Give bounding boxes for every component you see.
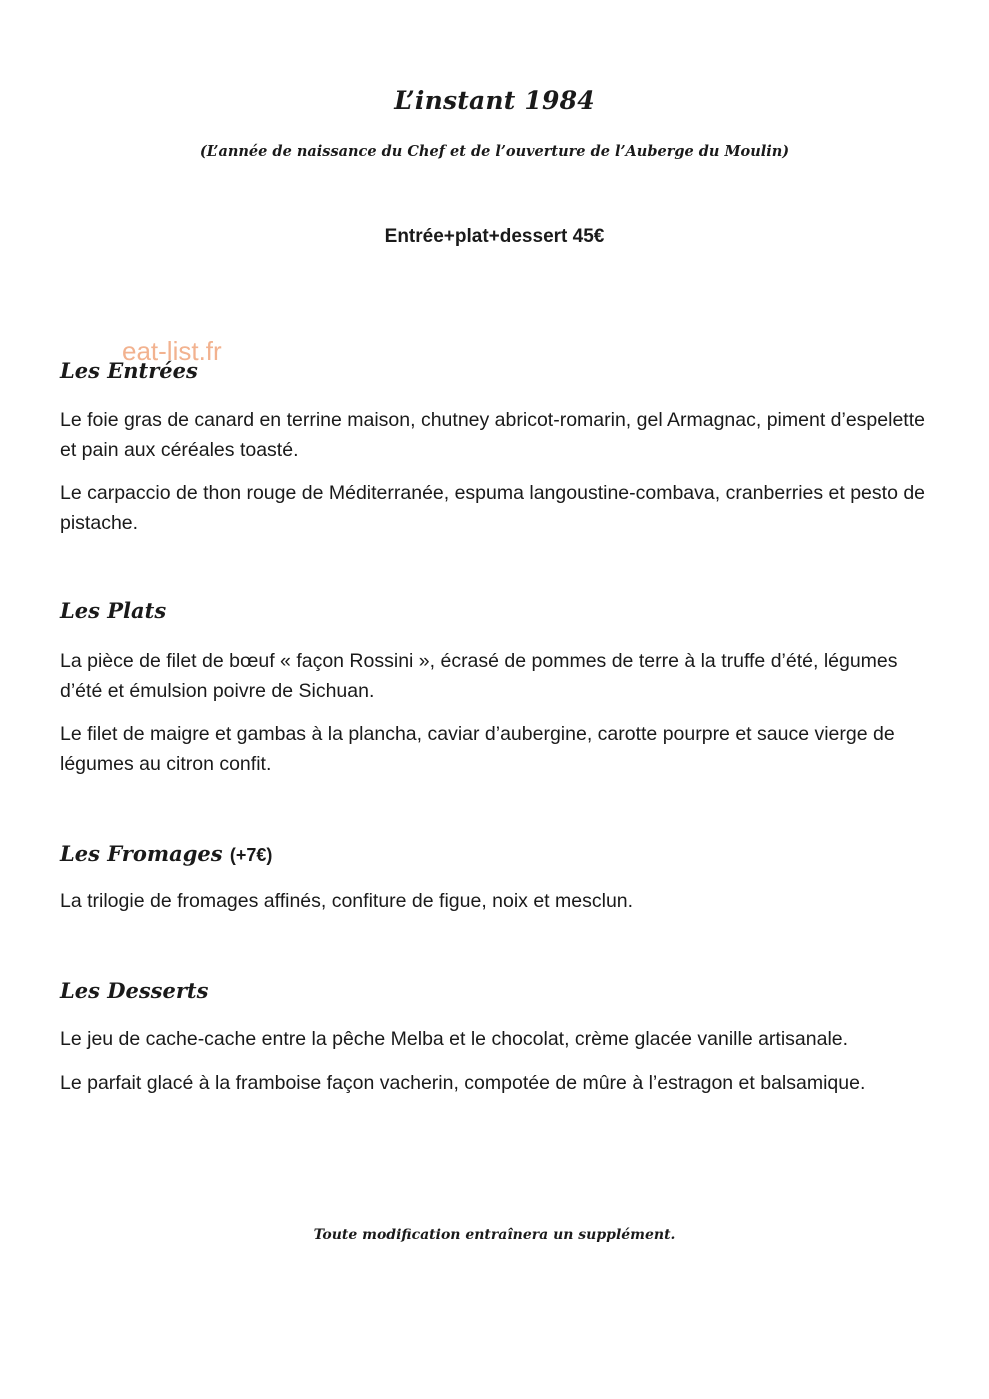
menu-subtitle: (L’année de naissance du Chef et de l’ouverture de l’Auberge du Moulin): [199, 143, 790, 160]
entree-item-1: Le foie gras de canard en terrine maison, chutney abricot-romarin, gel Armagnac, piment d’espelette et pain aux céréales toasté.: [60, 409, 925, 461]
fromages-label: Les Fromages: [60, 841, 223, 866]
entree-item-2: Le carpaccio de thon rouge de Méditerranée, espuma langoustine-combava, cranberries et pesto de pistache.: [60, 482, 926, 534]
fromages-supplement: (+7€): [229, 845, 273, 865]
plat-item-2: Le filet de maigre et gambas à la plancha, caviar d’aubergine, carotte pourpre et sauce vierge de légumes au citron confit.: [60, 723, 895, 775]
section-title-fromages: [60, 841, 272, 866]
menu-title: L’instant 1984: [394, 86, 595, 115]
section-title-plats: Les Plats: [60, 598, 167, 623]
dessert-item-2: Le parfait glacé à la framboise façon vacherin, compotée de mûre à l’estragon et balsamique.: [60, 1072, 866, 1094]
plat-item-1: La pièce de filet de bœuf « façon Rossini », écrasé de pommes de terre à la truffe d’été, légumes d’été et émulsion poivre de Sichuan.: [60, 650, 898, 702]
section-title-entrees: Les Entrées: [60, 358, 198, 383]
section-title-desserts: Les Desserts: [60, 978, 209, 1003]
menu-price: Entrée+plat+dessert 45€: [384, 226, 605, 247]
menu-footer-note: Toute modification entraînera un supplément.: [313, 1227, 676, 1243]
fromage-item-1: La trilogie de fromages affinés, confiture de figue, noix et mesclun.: [60, 890, 634, 912]
dessert-item-1: Le jeu de cache-cache entre la pêche Melba et le chocolat, crème glacée vanille artisanale.: [60, 1028, 849, 1050]
watermark: eat-list.fr: [122, 336, 222, 366]
